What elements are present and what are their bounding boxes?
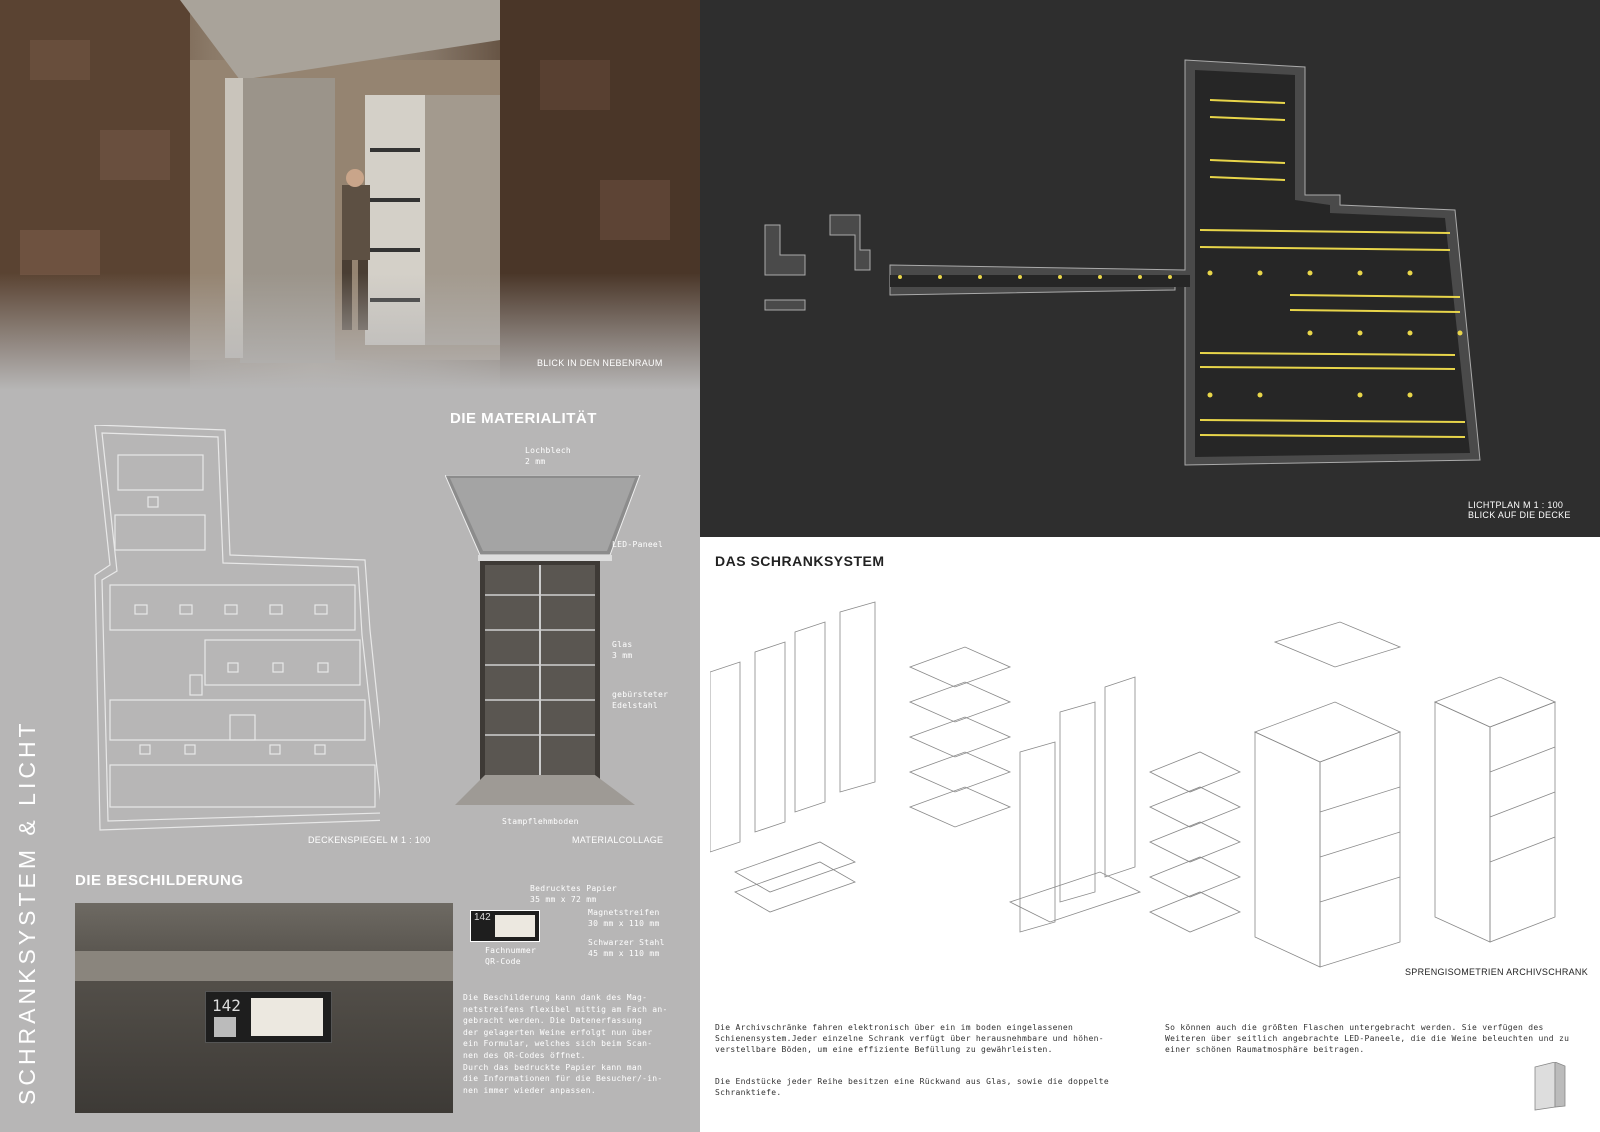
label-schwarzer-stahl: Schwarzer Stahl 45 mm x 110 mm bbox=[588, 938, 665, 958]
cellar-rendering bbox=[0, 0, 700, 390]
light-plan-caption: LICHTPLAN M 1 : 100 BLICK AUF DIE DECKE bbox=[1468, 500, 1571, 520]
sign-detail-number: 142 bbox=[474, 912, 491, 923]
shelf-edge bbox=[75, 951, 453, 981]
exploded-isometrics-drawing bbox=[710, 592, 1590, 987]
rendering-photo bbox=[0, 0, 700, 390]
label-stampflehmboden: Stampflehmboden bbox=[502, 817, 579, 826]
text-right: So können auch die größten Flaschen untergebracht werden. Sie verfügen des Weiteren über seitlich angebrachte LED-Paneele, die die Weine beleuchten und zu einer schönen Raumatmosphäre beitragen. bbox=[1165, 1023, 1570, 1054]
label-edelstahl: gebürsteter Edelstahl bbox=[612, 690, 669, 710]
label-magnetstreifen: Magnetstreifen 30 mm x 110 mm bbox=[588, 908, 660, 928]
iso-caption: SPRENGISOMETRIEN ARCHIVSCHRANK bbox=[1405, 967, 1589, 977]
cabinet-system-panel bbox=[700, 537, 1600, 1132]
label-bedrucktes-papier: Bedrucktes Papier 35 mm x 72 mm bbox=[530, 884, 617, 904]
signage-description: Die Beschilderung kann dank des Mag- netstreifens flexibel mittig am Fach an- gebracht werden. Die Datenerfassung der gelagerten Weine erfolgt nun über ein Formular, welches sich beim Scan- nen des QR-Codes öffnet. Durch das bedruckte Papier kann man die Informationen für die Besucher/-in- nen immer wieder anpassen. bbox=[463, 993, 668, 1095]
materiality-caption: MATERIALCOLLAGE bbox=[572, 835, 664, 845]
signage-heading: DIE BESCHILDERUNG bbox=[75, 872, 244, 889]
label-glas: Glas 3 mm bbox=[612, 640, 633, 660]
printed-paper bbox=[251, 998, 323, 1036]
sign-number: 142 bbox=[212, 996, 241, 1015]
light-plan-drawing bbox=[760, 55, 1560, 475]
ceiling-plan-caption: DECKENSPIEGEL M 1 : 100 bbox=[308, 835, 431, 845]
light-plan-panel bbox=[700, 0, 1600, 537]
sign-detail-drawing bbox=[470, 910, 540, 942]
photo-caption: BLICK IN DEN NEBENRAUM bbox=[537, 358, 663, 368]
label-fachnummer: Fachnummer QR-Code bbox=[485, 946, 537, 966]
signage-photo bbox=[75, 903, 453, 1113]
text-left-2: Die Endstücke jeder Reihe besitzen eine Rückwand aus Glas, sowie die doppelte Schranktiefe. bbox=[715, 1077, 1109, 1097]
materiality-heading: DIE MATERIALITÄT bbox=[450, 410, 597, 427]
cabinet-icon bbox=[1530, 1062, 1570, 1112]
sign-plate bbox=[205, 991, 332, 1043]
grey-panel bbox=[0, 390, 700, 1132]
label-led-paneel: LED-Paneel bbox=[612, 540, 664, 549]
qr-code-icon bbox=[214, 1017, 236, 1037]
cabinet-system-heading: DAS SCHRANKSYSTEM bbox=[715, 553, 885, 569]
label-lochblech: Lochblech 2 mm bbox=[525, 446, 572, 466]
ceiling-plan-drawing bbox=[90, 425, 380, 835]
text-left-1: Die Archivschränke fahren elektronisch über ein im boden eingelassenen Schienensystem.Jeder einzelne Schrank verfügt über herausnehmbare und höhen- verstellbare Böden, um eine effiziente Befüllung zu gewährleisten. bbox=[715, 1023, 1104, 1054]
sign-detail-paper bbox=[495, 915, 535, 937]
vertical-title: SCHRANKSYSTEM & LICHT bbox=[14, 719, 40, 1105]
